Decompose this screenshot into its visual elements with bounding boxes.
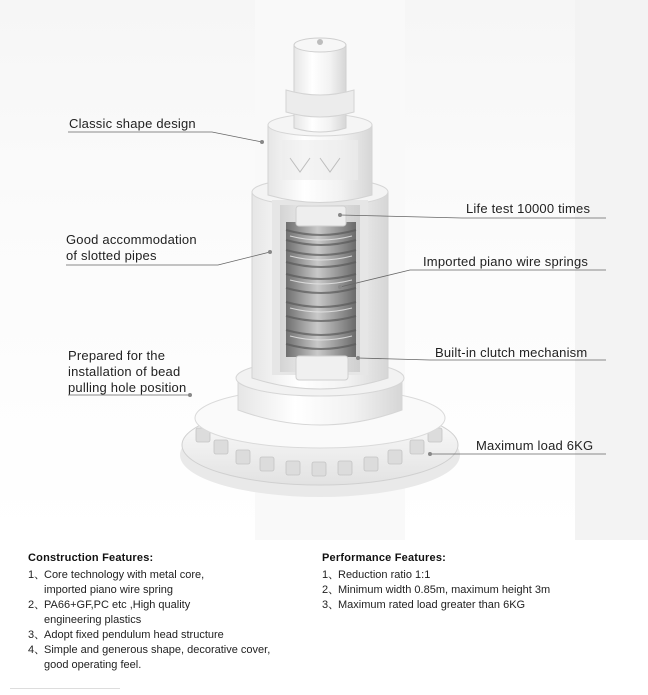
callout-piano-wire: Imported piano wire springs [423, 254, 589, 269]
list-item: 4、Simple and generous shape, decorative cover, good operating feel. [28, 644, 271, 671]
piano-wire-spring [286, 222, 356, 357]
performance-features [322, 552, 632, 613]
list-item: 2、Minimum width 0.85m, maximum height 3m [322, 584, 551, 596]
list-item: 3、Maximum rated load greater than 6KG [322, 599, 526, 611]
performance-title: Performance Features: [322, 552, 447, 564]
clutch-block [296, 356, 348, 380]
features-section [0, 552, 648, 694]
performance-list [322, 568, 632, 613]
callout-classic-shape: Classic shape design [69, 116, 196, 131]
list-item: 2、PA66+GF,PC etc ,High quality engineering plastics [28, 599, 191, 626]
construction-list [28, 568, 318, 673]
callout-clutch: Built-in clutch mechanism [435, 345, 588, 360]
list-item: 1、Reduction ratio 1:1 [322, 569, 431, 581]
list-item: 1、Core technology with metal core, imported piano wire spring [28, 569, 205, 596]
callout-max-load: Maximum load 6KG [476, 438, 594, 453]
callout-good-accommodation: Good accommodation of slotted pipes [66, 232, 197, 263]
list-item: 3、Adopt fixed pendulum head structure [28, 629, 224, 641]
construction-features [28, 552, 318, 673]
top-shaft [294, 45, 346, 132]
construction-title: Construction Features: [28, 552, 154, 564]
callout-prepared-for: Prepared for the installation of bead pulling hole position [68, 348, 187, 395]
callout-life-test: Life test 10000 times [466, 201, 591, 216]
